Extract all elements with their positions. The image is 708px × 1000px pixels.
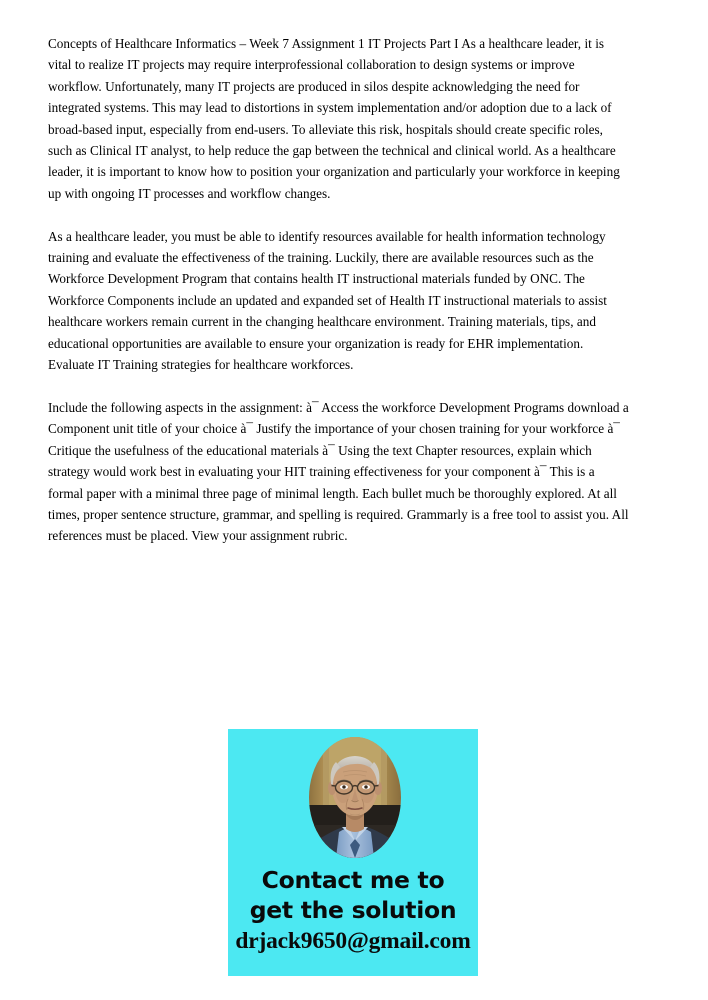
contact-headline-line-1: Contact me to <box>261 866 445 894</box>
portrait-avatar <box>309 737 401 858</box>
paragraph-3: Include the following aspects in the assignment: à¯ Access the workforce Development Programs download a Component unit title of your choice à¯ Justify the importance of your chosen training for your workforce à¯ Critique the usefulness of the educational materials à¯ Using the text Chapter resources, explain which strategy would work best in evaluating your HIT training effectiveness for your component à¯ This is a formal paper with a minimal three page of minimal length. Each bullet much be thoroughly explored. At all times, proper sentence structure, grammar, and spelling is required. Grammarly is a free tool to assist you. All references must be placed. View your assignment rubric. <box>48 399 629 544</box>
contact-headline <box>228 865 478 925</box>
contact-headline-line-2: get the solution <box>249 896 457 924</box>
contact-card <box>228 729 478 976</box>
contact-email[interactable]: drjack9650@gmail.com <box>235 928 471 954</box>
document-body-text <box>48 33 630 547</box>
paragraph-1: Concepts of Healthcare Informatics – Week 7 Assignment 1 IT Projects Part I As a healthcare leader, it is vital to realize IT projects may require interprofessional collaboration to design systems or improve workflow. Unfortunately, many IT projects are produced in silos despite acknowledging the need for integrated systems. This may lead to distortions in system implementation and/or adoption due to a lack of broad-based input, especially from end-users. To alleviate this risk, hospitals should create specific roles, such as Clinical IT analyst, to help reduce the gap between the technical and clinical world. As a healthcare leader, it is important to know how to position your organization and particularly your workforce in keeping up with ongoing IT processes and workflow changes. <box>48 36 620 201</box>
portrait-photo-icon <box>309 737 401 858</box>
paragraph-2: As a healthcare leader, you must be able to identify resources available for health information technology training and evaluate the effectiveness of the training. Luckily, there are available resources such as the Workforce Development Program that contains health IT instructional materials funded by ONC. The Workforce Components include an updated and expanded set of Health IT instructional materials to assist healthcare workers remain current in the changing healthcare environment. Training materials, tips, and educational opportunities are available to ensure your organization is ready for EHR implementation. Evaluate IT Training strategies for healthcare workforces. <box>48 228 607 373</box>
